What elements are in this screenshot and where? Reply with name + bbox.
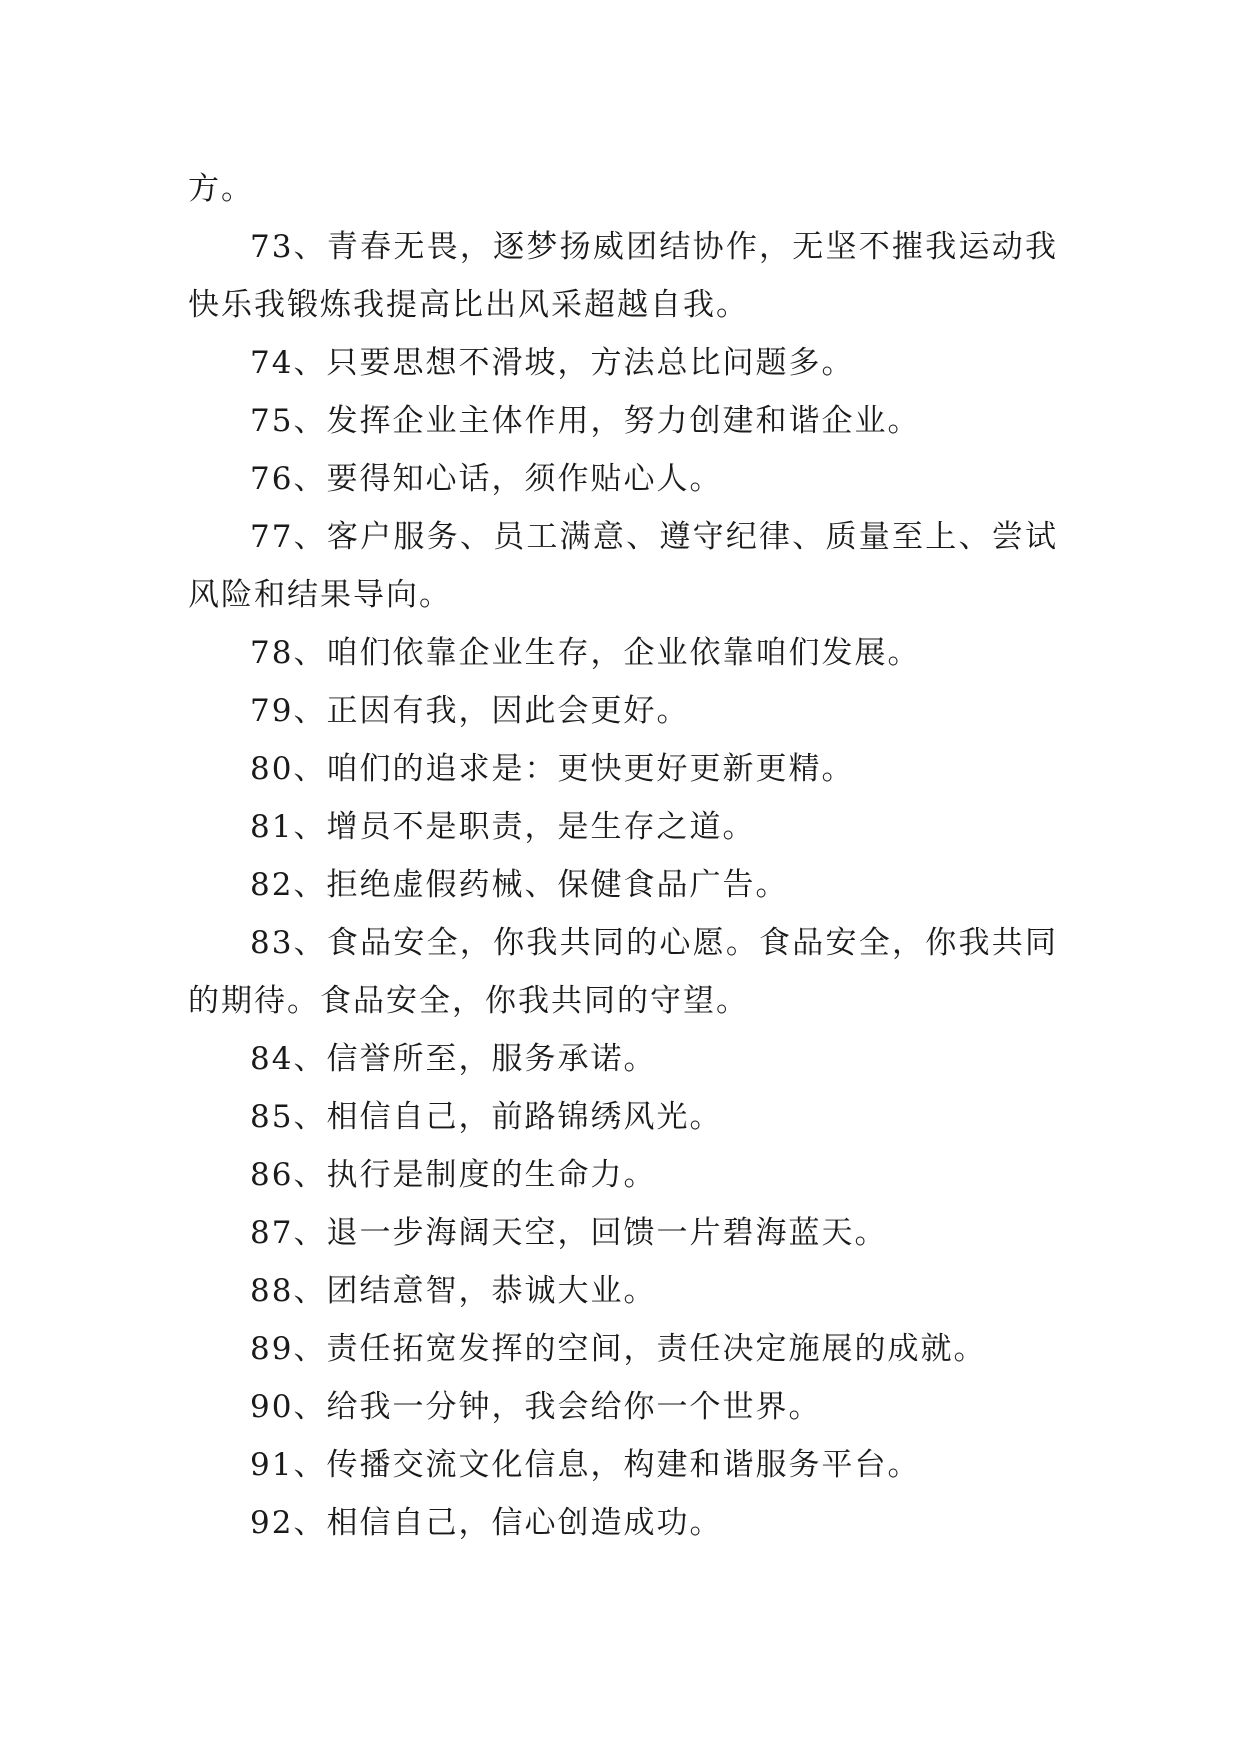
paragraph-92: 92、相信自己，信心创造成功。 <box>250 1505 723 1541</box>
paragraph-91: 91、传播交流文化信息，构建和谐服务平台。 <box>250 1447 921 1483</box>
paragraph-81: 81、增员不是职责，是生存之道。 <box>250 809 756 845</box>
paragraph-84: 84、信誉所至，服务承诺。 <box>250 1041 657 1077</box>
paragraph-87: 87、退一步海阔天空，回馈一片碧海蓝天。 <box>250 1215 888 1251</box>
paragraph-90: 90、给我一分钟，我会给你一个世界。 <box>250 1389 822 1425</box>
paragraph-74: 74、只要思想不滑坡，方法总比问题多。 <box>250 345 855 381</box>
paragraph-77: 77、客户服务、员工满意、遵守纪律、质量至上、尝试风险和结果导向。 <box>188 519 1058 613</box>
paragraph-86: 86、执行是制度的生命力。 <box>250 1157 657 1193</box>
paragraph-83: 83、食品安全，你我共同的心愿。食品安全，你我共同的期待。食品安全，你我共同的守望。 <box>188 925 1058 1019</box>
paragraph-76: 76、要得知心话，须作贴心人。 <box>250 461 723 497</box>
paragraph-75: 75、发挥企业主体作用，努力创建和谐企业。 <box>250 403 921 439</box>
paragraph-continuation: 方。 <box>188 171 254 207</box>
paragraph-89: 89、责任拓宽发挥的空间，责任决定施展的成就。 <box>250 1331 987 1367</box>
paragraph-78: 78、咱们依靠企业生存，企业依靠咱们发展。 <box>250 635 921 671</box>
paragraph-85: 85、相信自己，前路锦绣风光。 <box>250 1099 723 1135</box>
paragraph-82: 82、拒绝虚假药械、保健食品广告。 <box>250 867 789 903</box>
document-body <box>188 160 1058 1552</box>
paragraph-88: 88、团结意智，恭诚大业。 <box>250 1273 657 1309</box>
paragraph-80: 80、咱们的追求是：更快更好更新更精。 <box>250 751 855 787</box>
paragraph-79: 79、正因有我，因此会更好。 <box>250 693 690 729</box>
paragraph-73: 73、青春无畏，逐梦扬威团结协作，无坚不摧我运动我快乐我锻炼我提高比出风采超越自我。 <box>188 229 1058 323</box>
